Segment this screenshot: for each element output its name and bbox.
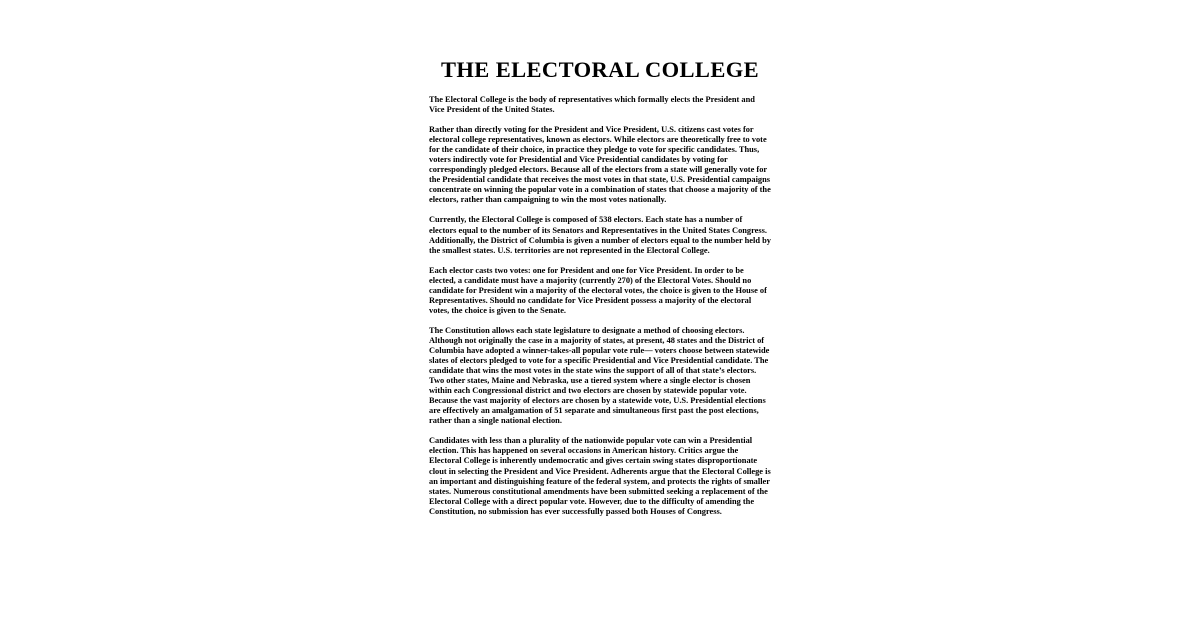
document-title: THE ELECTORAL COLLEGE (440, 57, 760, 82)
paragraph-criticism: Candidates with less than a plurality of the nationwide popular vote can win a Presidential election. This has happened on several occasions in American history. Critics argue the Electoral College is inherently undemocratic and gives certain swing states disproportionate clout in selecting the President and Vice President. Adherents argue that the Electoral College is an important and distinguishing feature of the federal system, and protects the rights of smaller states. Numerous constitutional amendments have been submitted seeking a replacement of the Electoral College with a direct popular vote. However, due to the difficulty of amending the Constitution, no submission has ever successfully passed both Houses of Congress. (429, 436, 771, 516)
paragraph-state-methods: The Constitution allows each state legislature to designate a method of choosing electors. Although not originally the case in a majority of states, at present, 48 states and the District of Columbia have adopted a winner-takes-all popular vote rule— voters choose between statewide slates of electors pledged to vote for a specific Presidential and Vice Presidential candidate. The candidate that wins the most votes in the state wins the support of all of that state’s electors. Two other states, Maine and Nebraska, use a tiered system where a single elector is chosen within each Congressional district and two electors are chosen by statewide popular vote. Because the vast majority of electors are chosen by a statewide vote, U.S. Presidential elections are effectively an amalgamation of 51 separate and simultaneous first past the post elections, rather than a single national election. (429, 325, 770, 426)
document-page (429, 56, 771, 527)
paragraph-voting: Each elector casts two votes: one for President and one for Vice President. In order to be elected, a candidate must have a majority (currently 270) of the Electoral Votes. Should no candidate for President win a majority of the electoral votes, the choice is given to the House of Representatives. Should no candidate for Vice President possess a majority of the electoral votes, the choice is given to the Senate. (429, 265, 767, 315)
paragraph-electors: Rather than directly voting for the President and Vice President, U.S. citizens cast votes for electoral college representatives, known as electors. While electors are theoretically free to vote for the candidate of their choice, in practice they pledge to vote for specific candidates. Thus, voters indirectly vote for Presidential and Vice Presidential candidates by voting for correspondingly pledged electors. Because all of the electors from a state will generally vote for the Presidential candidate that receives the most votes in that state, U.S. Presidential campaigns concentrate on winning the popular vote in a combination of states that choose a majority of the electors, rather than campaigning to win the most votes nationally. (429, 125, 771, 205)
paragraph-composition: Currently, the Electoral College is composed of 538 electors. Each state has a number of electors equal to the number of its Senators and Representatives in the United States Congress. Additionally, the District of Columbia is given a number of electors equal to the number held by the smallest states. U.S. territories are not represented in the Electoral College. (429, 215, 771, 255)
paragraph-definition: The Electoral College is the body of representatives which formally elects the President and Vice President of the United States. (429, 95, 755, 115)
